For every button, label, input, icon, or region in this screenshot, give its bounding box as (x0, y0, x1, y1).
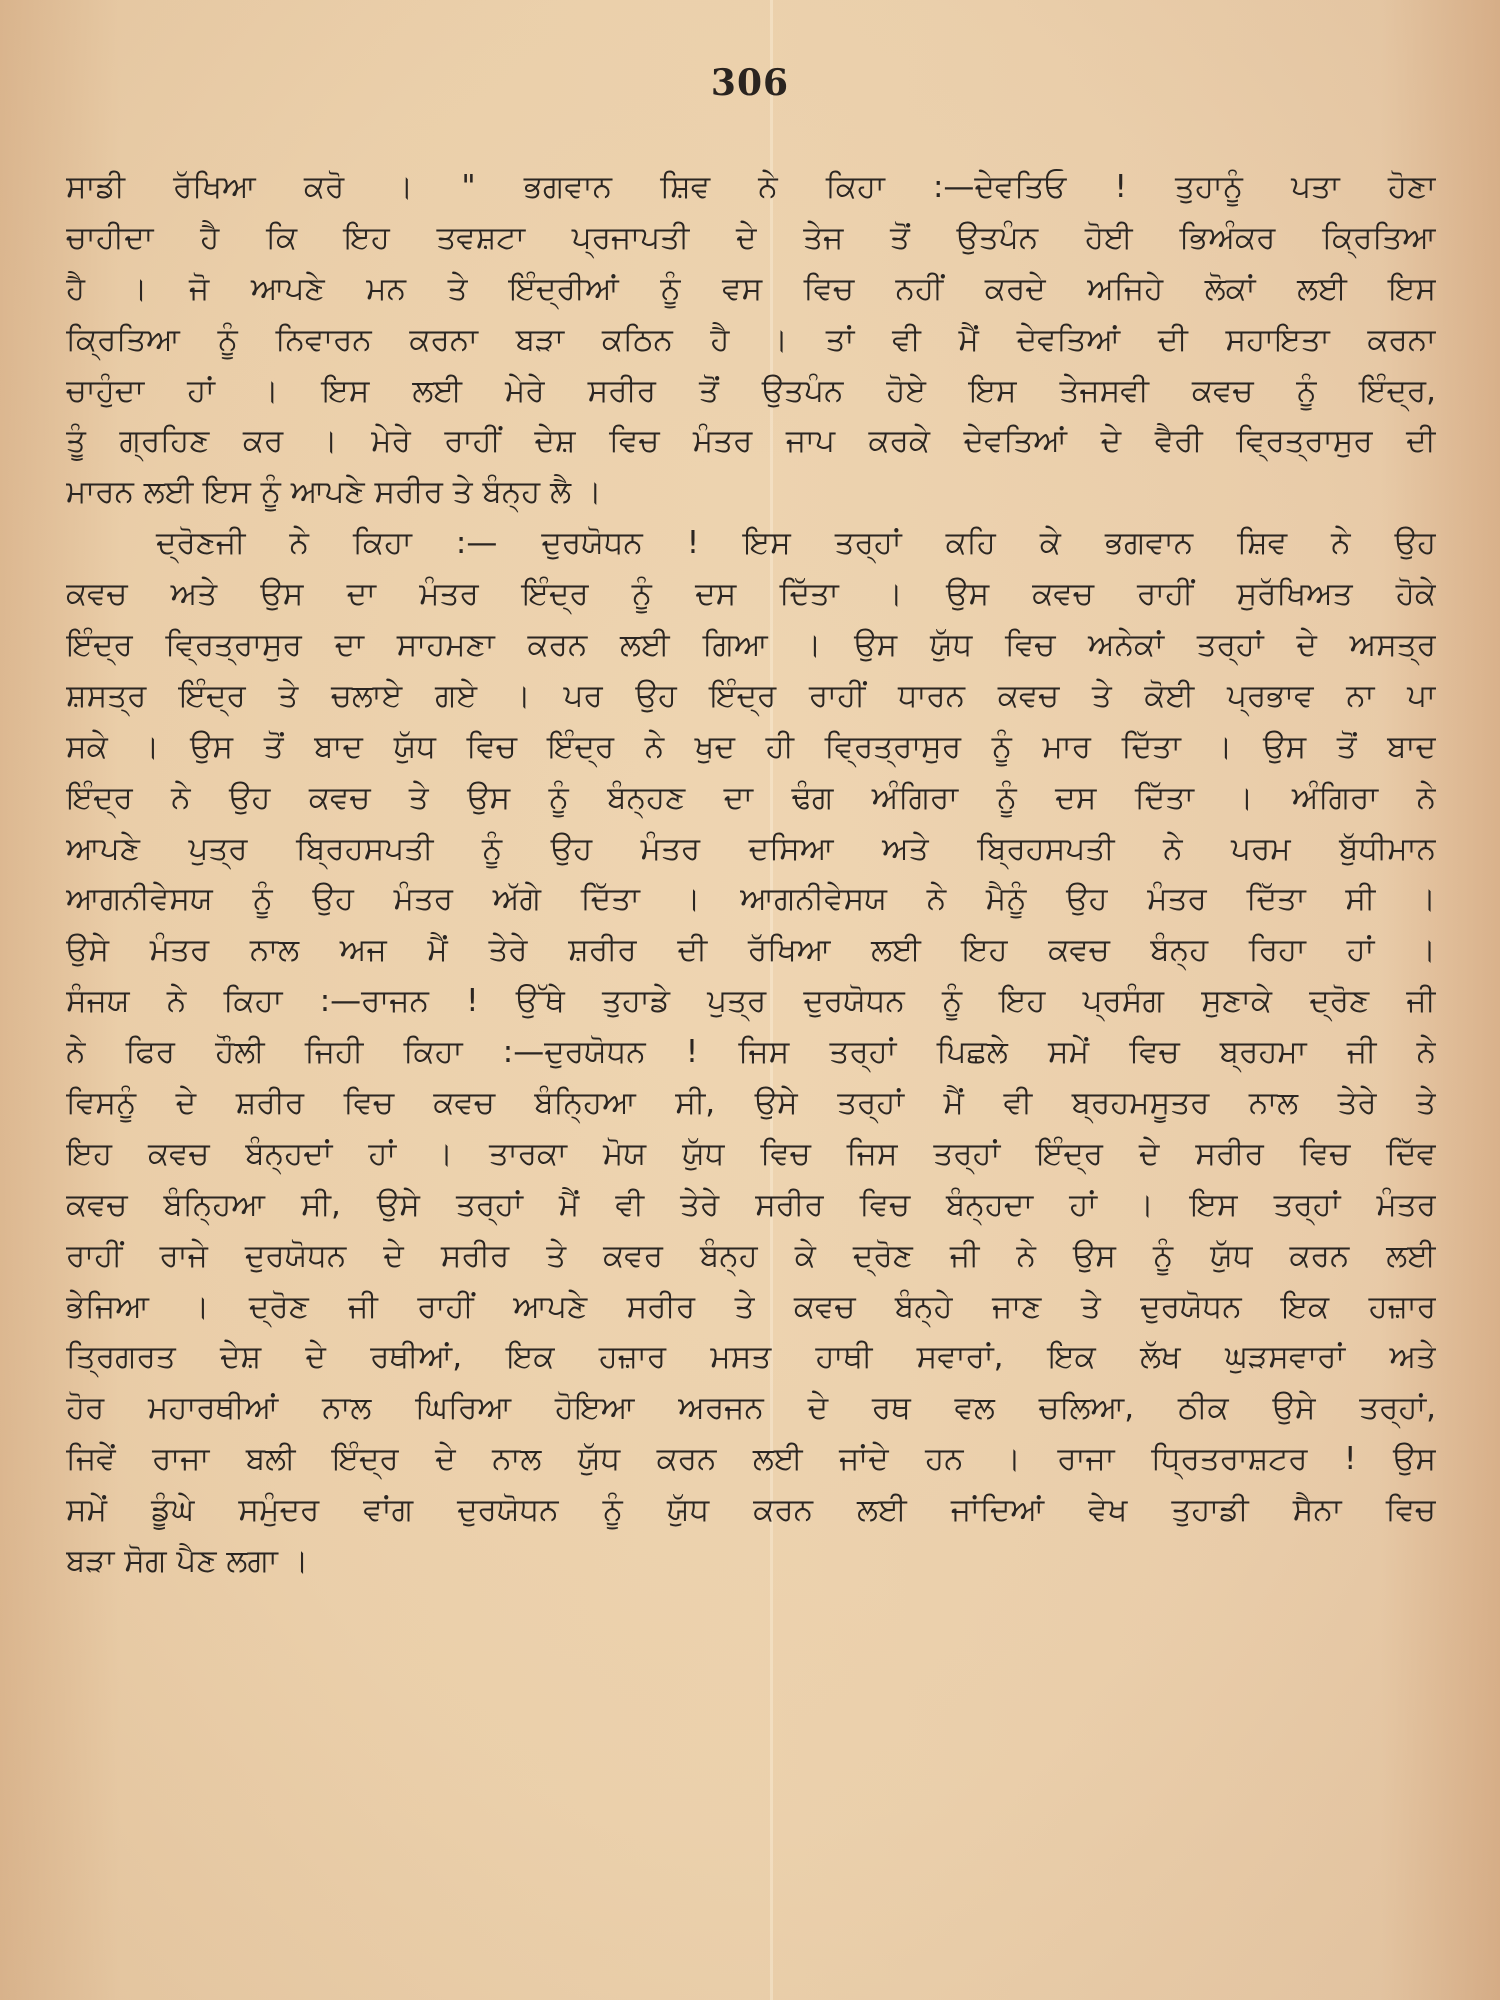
text-line: ਹੈ । ਜੋ ਆਪਣੇ ਮਨ ਤੇ ਇੰਦ੍ਰੀਆਂ ਨੂੰ ਵਸ ਵਿਚ ਨਹੀਂ ਕਰਦੇ ਅਜਿਹੇ ਲੋਕਾਂ ਲਈ ਇਸ (66, 270, 1436, 307)
text-line: ਤ੍ਰਿਗਰਤ ਦੇਸ਼ ਦੇ ਰਥੀਆਂ, ਇਕ ਹਜ਼ਾਰ ਮਸਤ ਹਾਥੀ ਸਵਾਰਾਂ, ਇਕ ਲੱਖ ਘੁੜਸਵਾਰਾਂ ਅਤੇ (66, 1339, 1436, 1376)
text-line: ਜਿਵੇਂ ਰਾਜਾ ਬਲੀ ਇੰਦ੍ਰ ਦੇ ਨਾਲ ਯੁੱਧ ਕਰਨ ਲਈ ਜਾਂਦੇ ਹਨ । ਰਾਜਾ ਧ੍ਰਿਤਰਾਸ਼ਟਰ ! ਉਸ (66, 1441, 1436, 1478)
text-line: ਬੜਾ ਸੋਗ ਪੈਣ ਲਗਾ । (66, 1543, 309, 1580)
text-line: ਦ੍ਰੋਣਜੀ ਨੇ ਕਿਹਾ :— ਦੁਰਯੋਧਨ ! ਇਸ ਤਰ੍ਹਾਂ ਕਹਿ ਕੇ ਭਗਵਾਨ ਸ਼ਿਵ ਨੇ ਉਹ (156, 525, 1436, 562)
text-line: ਕ੍ਰਿਤਿਆ ਨੂੰ ਨਿਵਾਰਨ ਕਰਨਾ ਬੜਾ ਕਠਿਨ ਹੈ । ਤਾਂ ਵੀ ਮੈਂ ਦੇਵਤਿਆਂ ਦੀ ਸਹਾਇਤਾ ਕਰਨਾ (66, 321, 1436, 358)
page-number: 306 (710, 62, 790, 104)
text-line: ਇਹ ਕਵਚ ਬੰਨ੍ਹਦਾਂ ਹਾਂ । ਤਾਰਕਾ ਮੋਯ ਯੁੱਧ ਵਿਚ ਜਿਸ ਤਰ੍ਹਾਂ ਇੰਦ੍ਰ ਦੇ ਸਰੀਰ ਵਿਚ ਦਿੱਵ (66, 1135, 1436, 1172)
text-line: ਸਕੇ । ਉਸ ਤੋਂ ਬਾਦ ਯੁੱਧ ਵਿਚ ਇੰਦ੍ਰ ਨੇ ਖੁਦ ਹੀ ਵ੍ਰਿਤ੍ਰਾਸੁਰ ਨੂੰ ਮਾਰ ਦਿੱਤਾ । ਉਸ ਤੋਂ ਬਾਦ (66, 728, 1436, 765)
body-text (66, 162, 1436, 1587)
text-line: ਭੇਜਿਆ । ਦ੍ਰੋਣ ਜੀ ਰਾਹੀਂ ਆਪਣੇ ਸਰੀਰ ਤੇ ਕਵਚ ਬੰਨ੍ਹੇ ਜਾਣ ਤੇ ਦੁਰਯੋਧਨ ਇਕ ਹਜ਼ਾਰ (66, 1288, 1436, 1325)
text-line: ਚਾਹੀਦਾ ਹੈ ਕਿ ਇਹ ਤਵਸ਼ਟਾ ਪ੍ਰਜਾਪਤੀ ਦੇ ਤੇਜ ਤੋਂ ਉਤਪੰਨ ਹੋਈ ਭਿਅੰਕਰ ਕ੍ਰਿਤਿਆ (66, 219, 1436, 256)
text-line: ਸਮੇਂ ਡੂੰਘੇ ਸਮੁੰਦਰ ਵਾਂਗ ਦੁਰਯੋਧਨ ਨੂੰ ਯੁੱਧ ਕਰਨ ਲਈ ਜਾਂਦਿਆਂ ਵੇਖ ਤੁਹਾਡੀ ਸੈਨਾ ਵਿਚ (66, 1492, 1436, 1529)
text-line: ਇੰਦ੍ਰ ਵ੍ਰਿਤ੍ਰਾਸੁਰ ਦਾ ਸਾਹਮਣਾ ਕਰਨ ਲਈ ਗਿਆ । ਉਸ ਯੁੱਧ ਵਿਚ ਅਨੇਕਾਂ ਤਰ੍ਹਾਂ ਦੇ ਅਸਤ੍ਰ (66, 627, 1436, 664)
text-line: ਮਾਰਨ ਲਈ ਇਸ ਨੂੰ ਆਪਣੇ ਸਰੀਰ ਤੇ ਬੰਨ੍ਹ ਲੈ । (66, 474, 602, 511)
text-line: ਸ਼ਸਤ੍ਰ ਇੰਦ੍ਰ ਤੇ ਚਲਾਏ ਗਏ । ਪਰ ਉਹ ਇੰਦ੍ਰ ਰਾਹੀਂ ਧਾਰਨ ਕਵਚ ਤੇ ਕੋਈ ਪ੍ਰਭਾਵ ਨਾ ਪਾ (66, 677, 1436, 714)
text-line: ਹੋਰ ਮਹਾਰਥੀਆਂ ਨਾਲ ਘਿਰਿਆ ਹੋਇਆ ਅਰਜਨ ਦੇ ਰਥ ਵਲ ਚਲਿਆ, ਠੀਕ ਉਸੇ ਤਰ੍ਹਾਂ, (66, 1390, 1436, 1427)
text-line: ਸਾਡੀ ਰੱਖਿਆ ਕਰੋ । " ਭਗਵਾਨ ਸ਼ਿਵ ਨੇ ਕਿਹਾ :—ਦੇਵਤਿਓ ! ਤੁਹਾਨੂੰ ਪਤਾ ਹੋਣਾ (66, 169, 1436, 205)
text-line: ਵਿਸਨੂੰ ਦੇ ਸ਼ਰੀਰ ਵਿਚ ਕਵਚ ਬੰਨ੍ਹਿਆ ਸੀ, ਉਸੇ ਤਰ੍ਹਾਂ ਮੈਂ ਵੀ ਬ੍ਰਹਮਸੂਤਰ ਨਾਲ ਤੇਰੇ ਤੇ (66, 1085, 1436, 1122)
text-line: ਰਾਹੀਂ ਰਾਜੇ ਦੁਰਯੋਧਨ ਦੇ ਸਰੀਰ ਤੇ ਕਵਰ ਬੰਨ੍ਹ ਕੇ ਦ੍ਰੋਣ ਜੀ ਨੇ ਉਸ ਨੂੰ ਯੁੱਧ ਕਰਨ ਲਈ (66, 1237, 1436, 1274)
text-line: ਆਗਨੀਵੇਸਯ ਨੂੰ ਉਹ ਮੰਤਰ ਅੱਗੇ ਦਿੱਤਾ । ਆਗਨੀਵੇਸਯ ਨੇ ਮੈਨੂੰ ਉਹ ਮੰਤਰ ਦਿੱਤਾ ਸੀ । (66, 881, 1436, 918)
text-line: ਨੇ ਫਿਰ ਹੌਲੀ ਜਿਹੀ ਕਿਹਾ :—ਦੁਰਯੋਧਨ ! ਜਿਸ ਤਰ੍ਹਾਂ ਪਿਛਲੇ ਸਮੇਂ ਵਿਚ ਬ੍ਰਹਮਾ ਜੀ ਨੇ (66, 1034, 1436, 1071)
text-line: ਇੰਦ੍ਰ ਨੇ ਉਹ ਕਵਚ ਤੇ ਉਸ ਨੂੰ ਬੰਨ੍ਹਣ ਦਾ ਢੰਗ ਅੰਗਿਰਾ ਨੂੰ ਦਸ ਦਿੱਤਾ । ਅੰਗਿਰਾ ਨੇ (66, 779, 1436, 816)
text-line: ਤੂੰ ਗ੍ਰਹਿਣ ਕਰ । ਮੇਰੇ ਰਾਹੀਂ ਦੇਸ਼ ਵਿਚ ਮੰਤਰ ਜਾਪ ਕਰਕੇ ਦੇਵਤਿਆਂ ਦੇ ਵੈਰੀ ਵ੍ਰਿਤ੍ਰਾਸੁਰ ਦੀ (66, 423, 1436, 460)
text-line: ਆਪਣੇ ਪੁਤ੍ਰ ਬ੍ਰਿਹਸਪਤੀ ਨੂੰ ਉਹ ਮੰਤਰ ਦਸਿਆ ਅਤੇ ਬ੍ਰਿਹਸਪਤੀ ਨੇ ਪਰਮ ਬੁੱਧੀਮਾਨ (66, 830, 1436, 867)
text-line: ਕਵਚ ਬੰਨ੍ਹਿਆ ਸੀ, ਉਸੇ ਤਰ੍ਹਾਂ ਮੈਂ ਵੀ ਤੇਰੇ ਸਰੀਰ ਵਿਚ ਬੰਨ੍ਹਦਾ ਹਾਂ । ਇਸ ਤਰ੍ਹਾਂ ਮੰਤਰ (66, 1186, 1436, 1223)
text-line: ਸੰਜਯ ਨੇ ਕਿਹਾ :—ਰਾਜਨ ! ਉੱਥੇ ਤੁਹਾਡੇ ਪੁਤ੍ਰ ਦੁਰਯੋਧਨ ਨੂੰ ਇਹ ਪ੍ਰਸੰਗ ਸੁਣਾਕੇ ਦ੍ਰੋਣ ਜੀ (66, 983, 1436, 1020)
text-line: ਕਵਚ ਅਤੇ ਉਸ ਦਾ ਮੰਤਰ ਇੰਦ੍ਰ ਨੂੰ ਦਸ ਦਿੱਤਾ । ਉਸ ਕਵਚ ਰਾਹੀਂ ਸੁਰੱਖਿਅਤ ਹੋਕੇ (66, 576, 1436, 613)
text-line: ਉਸੇ ਮੰਤਰ ਨਾਲ ਅਜ ਮੈਂ ਤੇਰੇ ਸ਼ਰੀਰ ਦੀ ਰੱਖਿਆ ਲਈ ਇਹ ਕਵਚ ਬੰਨ੍ਹ ਰਿਹਾ ਹਾਂ । (66, 932, 1436, 969)
text-line: ਚਾਹੁੰਦਾ ਹਾਂ । ਇਸ ਲਈ ਮੇਰੇ ਸਰੀਰ ਤੋਂ ਉਤਪੰਨ ਹੋਏ ਇਸ ਤੇਜਸਵੀ ਕਵਚ ਨੂੰ ਇੰਦ੍ਰ, (66, 372, 1436, 409)
